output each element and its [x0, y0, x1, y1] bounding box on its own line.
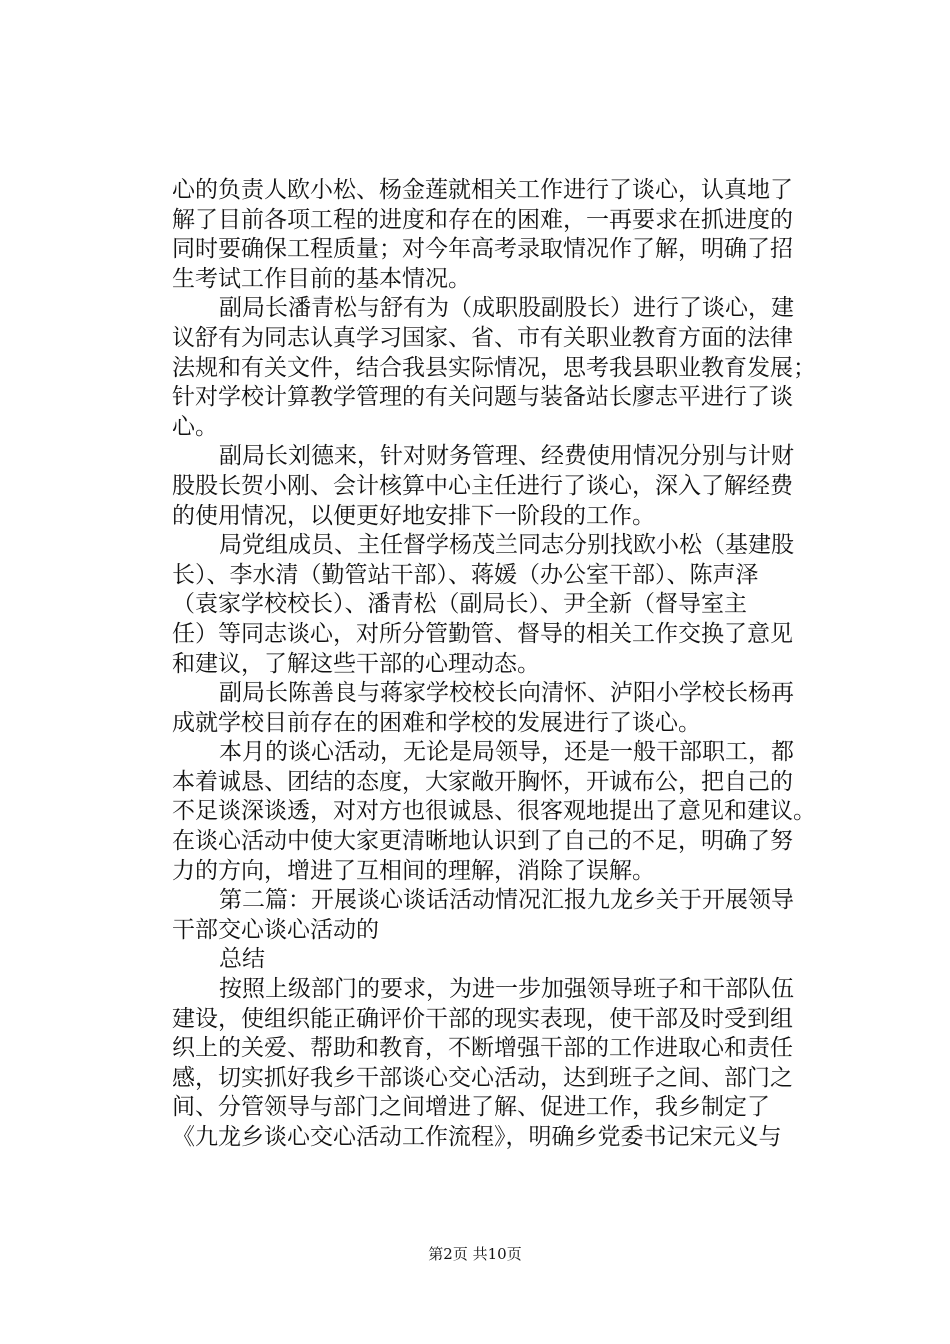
text-line: 干部交心谈心活动的: [172, 916, 379, 943]
text-line: 建设，使组织能正确评价干部的现实表现，使干部及时受到组: [172, 1005, 793, 1032]
text-line: 针对学校计算教学管理的有关问题与装备站长廖志平进行了谈: [172, 384, 793, 411]
text-line: 力的方向，增进了互相间的理解，消除了误解。: [172, 857, 655, 884]
page-footer: 第2页 共10页: [428, 1245, 522, 1263]
text-line: 长）、李水清（勤管站干部）、蒋媛（办公室干部）、陈声泽: [172, 561, 759, 588]
text-line: 本着诚恳、团结的态度，大家敞开胸怀，开诚布公，把自己的: [172, 768, 793, 795]
text-line: 股股长贺小刚、会计核算中心主任进行了谈心，深入了解经费: [172, 472, 793, 499]
text-line: 任）等同志谈心，对所分管勤管、督导的相关工作交换了意见: [172, 620, 793, 647]
text-line: 解了目前各项工程的进度和存在的困难，一再要求在抓进度的: [172, 206, 793, 233]
text-line: 织上的关爱、帮助和教育，不断增强干部的工作进取心和责任: [172, 1035, 793, 1062]
text-line: 按照上级部门的要求，为进一步加强领导班子和干部队伍: [219, 976, 794, 1003]
text-line: 成就学校目前存在的困难和学校的发展进行了谈心。: [172, 709, 701, 736]
text-line: 间、分管领导与部门之间增进了解、促进工作，我乡制定了: [172, 1094, 770, 1121]
text-line: 的使用情况，以便更好地安排下一阶段的工作。: [172, 502, 655, 529]
document-body: [172, 176, 836, 1153]
text-line: 和建议，了解这些干部的心理动态。: [172, 650, 540, 677]
text-line: 不足谈深谈透，对对方也很诚恳、很客观地提出了意见和建议。: [172, 798, 816, 825]
text-line: 感，切实抓好我乡干部谈心交心活动，达到班子之间、部门之: [172, 1064, 793, 1091]
text-line: 副局长潘青松与舒有为（成职股副股长）进行了谈心，建: [219, 295, 794, 322]
text-line: 同时要确保工程质量；对今年高考录取情况作了解，明确了招: [172, 236, 793, 263]
text-line: （袁家学校校长）、潘青松（副局长）、尹全新（督导室主: [172, 591, 747, 618]
text-line: 总结: [219, 946, 265, 973]
text-line: 生考试工作目前的基本情况。: [172, 265, 471, 292]
text-line: 《九龙乡谈心交心活动工作流程》，明确乡党委书记宋元义与: [172, 1124, 782, 1150]
text-line: 在谈心活动中使大家更清晰地认识到了自己的不足，明确了努: [172, 828, 793, 855]
text-line: 副局长刘德来，针对财务管理、经费使用情况分别与计财: [219, 443, 794, 470]
text-line: 法规和有关文件，结合我县实际情况，思考我县职业教育发展；: [172, 354, 816, 381]
text-line: 本月的谈心活动，无论是局领导，还是一般干部职工，都: [219, 739, 794, 766]
text-line: 心的负责人欧小松、杨金莲就相关工作进行了谈心，认真地了: [172, 177, 793, 203]
text-line: 心。: [172, 413, 218, 440]
text-line: 副局长陈善良与蒋家学校校长向清怀、泸阳小学校长杨再: [219, 680, 794, 707]
text-line: 局党组成员、主任督学杨茂兰同志分别找欧小松（基建股: [219, 532, 794, 559]
text-line: 第二篇：开展谈心谈话活动情况汇报九龙乡关于开展领导: [219, 887, 794, 914]
text-line: 议舒有为同志认真学习国家、省、市有关职业教育方面的法律: [172, 324, 793, 351]
